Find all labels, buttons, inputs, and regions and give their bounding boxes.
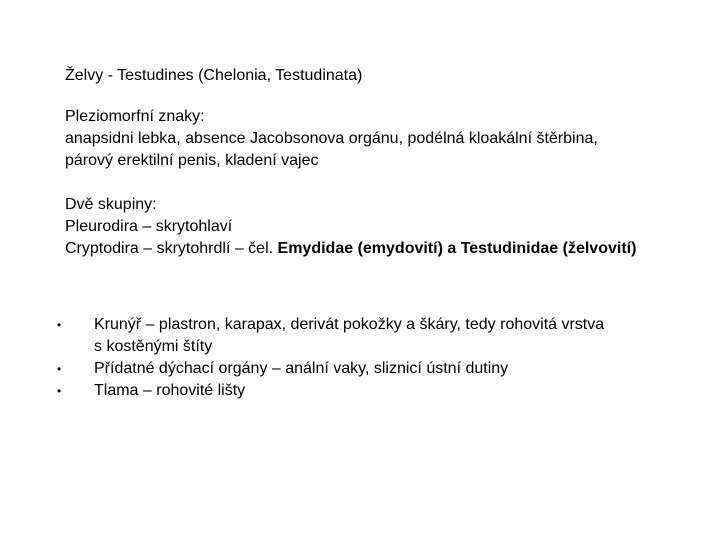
- group-cryptodira: [65, 238, 636, 260]
- plesiomorphic-text-line: párový erektilní penis, kladení vajec: [65, 152, 319, 169]
- groups-heading: Dvě skupiny:: [65, 196, 157, 213]
- bullet-dot: •: [57, 362, 62, 376]
- plesiomorphic-text-line: anapsidni lebka, absence Jacobsonova orgánu, podélná kloakální štěrbina,: [65, 130, 598, 147]
- group-pleurodira: Pleurodira – skrytohlaví: [65, 218, 233, 235]
- bullet-text-line: Tlama – rohovité lišty: [94, 382, 246, 399]
- list-item: [57, 314, 697, 358]
- plesiomorphic-heading: Pleziomorfní znaky:: [65, 108, 205, 125]
- bullet-text-line: Přídatné dýchací orgány – anální vaky, sliznicí ústní dutiny: [94, 360, 509, 377]
- bullet-list: [57, 314, 697, 402]
- list-item: [57, 358, 697, 380]
- list-item: [57, 380, 697, 402]
- group-cryptodira-families: Emydidae (emydovití) a Testudinidae (želvovití): [277, 240, 637, 257]
- bullet-text-line: s kostěnými štíty: [94, 338, 213, 355]
- bullet-dot: •: [57, 318, 62, 332]
- bullet-text-line: Krunýř – plastron, karapax, derivát pokožky a škáry, tedy rohovitá vrstva: [94, 316, 605, 333]
- bullet-dot: •: [57, 384, 62, 398]
- slide-title: Želvy - Testudines (Chelonia, Testudinata): [65, 67, 363, 84]
- group-cryptodira-prefix: Cryptodira – skrytohrdlí – čel.: [65, 240, 278, 257]
